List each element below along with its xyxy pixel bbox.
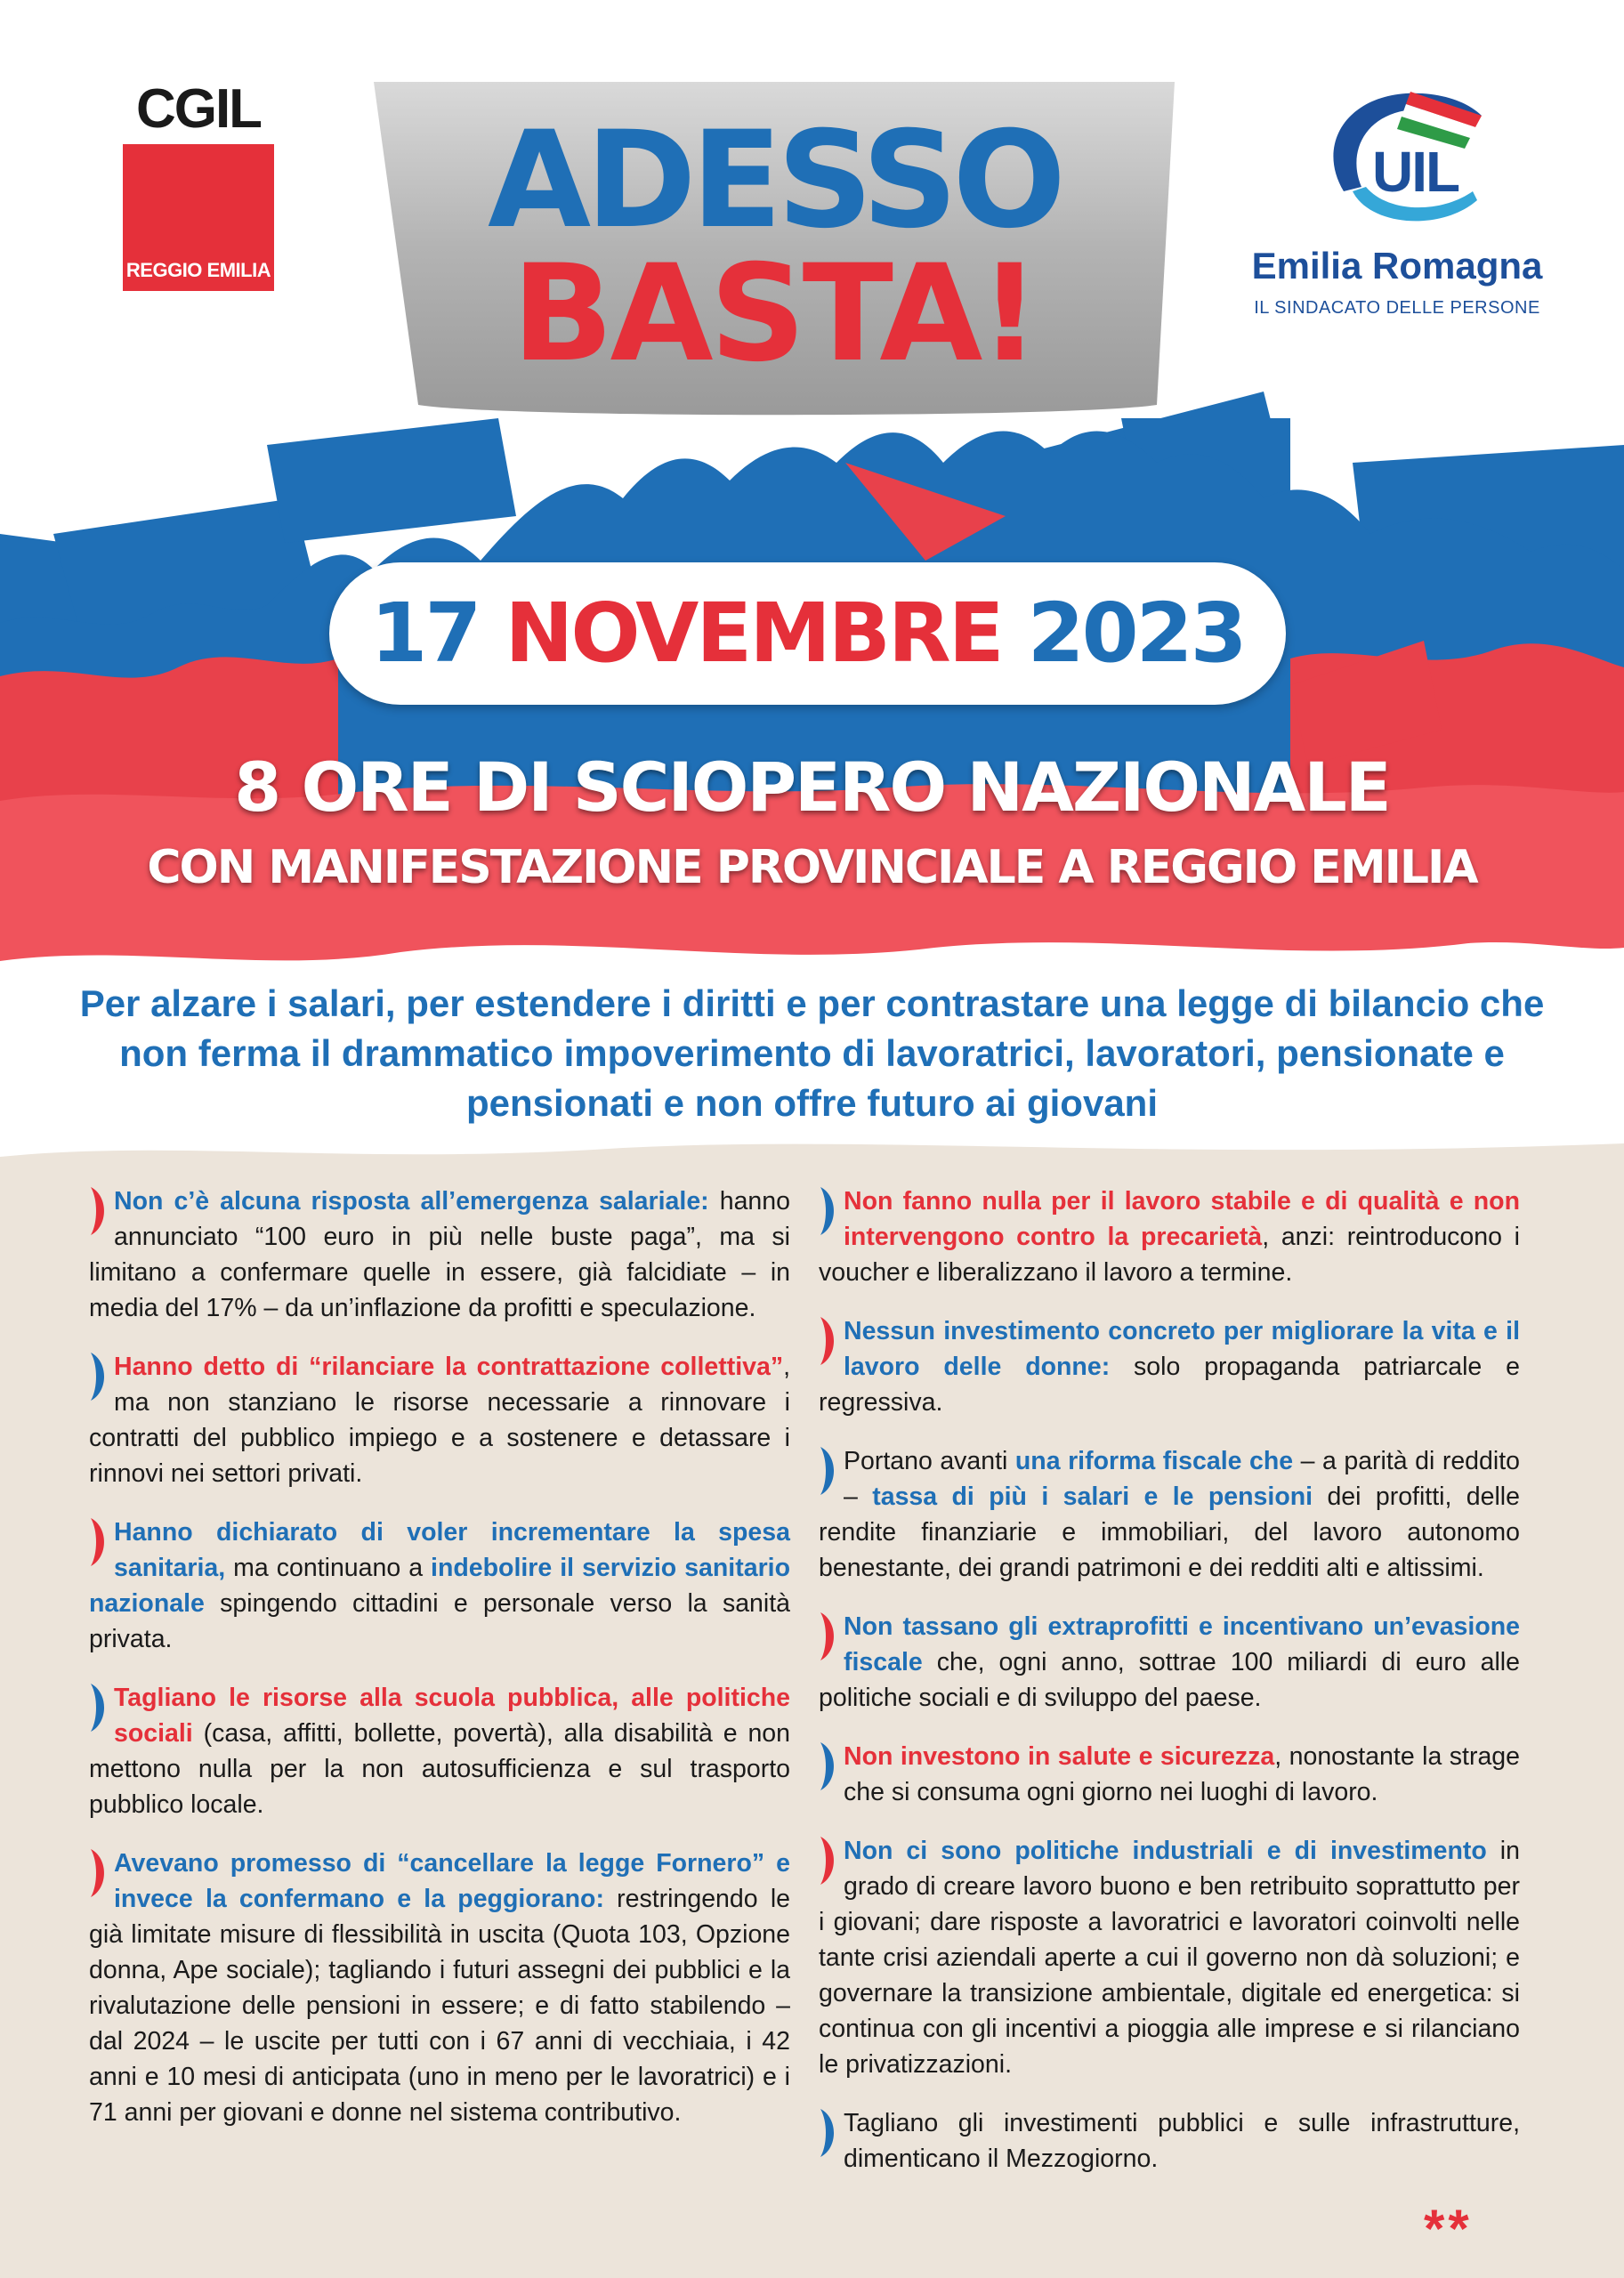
bullet-text-run: che, ogni anno, sottrae 100 miliardi di euro alle politiche sociali e di sviluppo del paese.: [819, 1648, 1520, 1712]
bullet-text-run: restringendo le già limitate misure di flessibilità in uscita (Quota 103, Opzione donna, Ape sociale); tagliando i futuri assegni dei pubblici e la rivalutazione delle pensioni in essere; e di fatto stabilendo – dal 2024 – le uscite per tutti con i 67 anni di vecchiaia, i 42 anni e 10 mesi di anticipata (uno in meno per le lavoratrici) e i 71 anni per giovani e donne nel sistema contributivo.: [89, 1885, 790, 2127]
right-column: [819, 1183, 1520, 2200]
date-pill: [329, 562, 1286, 705]
cgil-city: REGGIO EMILIA: [125, 259, 271, 281]
bullet-text-run: Portano avanti: [844, 1447, 1015, 1475]
cgil-logo: [123, 78, 274, 291]
uil-logo: [1228, 85, 1566, 329]
bullet-marker-icon: [89, 1353, 109, 1401]
bullet-text: [89, 1183, 790, 1326]
bullet-text-run: spingendo cittadini e personale verso la sanità privata.: [89, 1589, 790, 1653]
bullet-text-run: dei profitti, delle rendite finanziarie e immobiliari, del lavoro autonomo benestante, dei grandi patrimoni e dei redditi alti e altissimi.: [819, 1482, 1520, 1582]
bullet-item: [819, 1183, 1520, 1290]
bullet-item: [89, 1349, 790, 1491]
bullet-item: [819, 1833, 1520, 2082]
uil-mark-icon: [1308, 85, 1486, 236]
bullet-marker-icon: [819, 1837, 838, 1885]
left-column: [89, 1183, 790, 2153]
bullet-highlight: tassa di più i salari e le pensioni: [872, 1482, 1313, 1511]
bullet-text: [819, 1609, 1520, 1716]
date-year: 2023: [1027, 586, 1245, 681]
bullet-item: [89, 1680, 790, 1822]
uil-region: Emilia Romagna: [1251, 245, 1543, 287]
bullet-highlight: Non fanno nulla per il lavoro stabile e di qualità e non intervengono contro la precarietà: [844, 1187, 1520, 1251]
bullet-marker-icon: [89, 1849, 109, 1897]
title-line-2: BASTA!: [512, 237, 1037, 392]
date-month: NOVEMBRE: [505, 586, 1002, 681]
bullet-text: [819, 1739, 1520, 1810]
lead-paragraph: Per alzare i salari, per estendere i diritti e per contrastare una legge di bilancio che non ferma il drammatico impoverimento di lavoratrici, lavoratori, pensionate e pensionati e non offre futuro ai giovani: [79, 982, 1545, 1124]
bullet-marker-icon: [819, 1317, 838, 1365]
cgil-wordmark: CGIL: [135, 78, 262, 140]
date-text: [370, 586, 1244, 681]
bullet-item: [819, 1739, 1520, 1810]
bullet-text: [89, 1515, 790, 1657]
bullet-marker-icon: [89, 1684, 109, 1732]
cgil-red-square: [123, 144, 274, 291]
bullet-highlight: Non c’è alcuna risposta all’emergenza salariale:: [114, 1187, 709, 1216]
bullet-highlight: Hanno dichiarato di voler incrementare la spesa sanitaria,: [114, 1518, 790, 1582]
bullet-text-run: (casa, affitti, bollette, povertà), alla disabilità e non mettono nulla per la non autosufficienza e sul trasporto pubblico locale.: [89, 1719, 790, 1819]
bullet-item: [819, 1443, 1520, 1586]
bullet-text: [819, 1443, 1520, 1586]
bullet-marker-icon: [819, 1612, 838, 1660]
bullet-text-run: ma continuano a: [225, 1554, 432, 1582]
bullet-text: [819, 1183, 1520, 1290]
bullet-highlight: Non tassano gli extraprofitti e incentivano un’evasione fiscale: [844, 1612, 1520, 1676]
bullet-text-run: Tagliano gli investimenti pubblici e sulle infrastrutture, dimenticano il Mezzogiorno.: [844, 2109, 1520, 2173]
bullet-text: [89, 1680, 790, 1822]
bullet-text-run: solo propaganda patriarcale e regressiva.: [819, 1353, 1520, 1417]
bullet-marker-icon: [819, 1447, 838, 1495]
bullet-text: [89, 1846, 790, 2130]
bullet-text: [819, 2105, 1520, 2177]
bullet-item: [819, 1313, 1520, 1420]
strike-subheadline: CON MANIFESTAZIONE PROVINCIALE A REGGIO EMILIA: [147, 841, 1477, 894]
strike-headline: 8 ORE DI SCIOPERO NAZIONALE: [234, 747, 1390, 827]
bullet-text: [819, 1833, 1520, 2082]
bullet-highlight: Avevano promesso di “cancellare la legge Fornero” e invece la confermano e la peggiorano:: [114, 1849, 790, 1913]
bullet-text-run: – a parità di reddito –: [844, 1447, 1520, 1511]
bullet-highlight: Non ci sono politiche industriali e di investimento: [844, 1837, 1487, 1865]
uil-tagline: IL SINDACATO DELLE PERSONE: [1254, 298, 1540, 318]
bullet-marker-icon: [819, 2109, 838, 2157]
bullet-highlight: indebolire il servizio sanitario nazionale: [89, 1554, 790, 1618]
bullet-marker-icon: [89, 1518, 109, 1566]
bullet-highlight: Hanno detto di “rilanciare la contrattazione collettiva”: [114, 1353, 784, 1381]
bullet-highlight: Tagliano le risorse alla scuola pubblica, alle politiche sociali: [114, 1684, 790, 1748]
footer-mark: **: [1424, 2199, 1473, 2258]
uil-name: UIL: [1372, 140, 1459, 204]
date-day: 17: [370, 586, 480, 681]
bullet-item: [89, 1183, 790, 1326]
bullet-item: [819, 1609, 1520, 1716]
bullet-marker-icon: [819, 1187, 838, 1235]
bullet-text-run: , anzi: reintroducono i voucher e liberalizzano il lavoro a termine.: [819, 1223, 1520, 1287]
bullet-marker-icon: [89, 1187, 109, 1235]
bullet-marker-icon: [819, 1742, 838, 1790]
title-line-1: ADESSO: [488, 103, 1061, 258]
bullet-text-run: , nonostante la strage che si consuma ogni giorno nei luoghi di lavoro.: [844, 1742, 1521, 1806]
bullet-text: [89, 1349, 790, 1491]
title-banner: [374, 78, 1175, 416]
bullet-text-run: , ma non stanziano le risorse necessarie a rinnovare i contratti del pubblico impiego e a sostenere e detassare i rinnovi nei settori privati.: [89, 1353, 790, 1488]
bullet-text: [819, 1313, 1520, 1420]
bullet-item: [819, 2105, 1520, 2177]
bullet-highlight: Non investono in salute e sicurezza: [844, 1742, 1275, 1771]
bullet-highlight: Nessun investimento concreto per migliorare la vita e il lavoro delle donne:: [844, 1317, 1520, 1381]
bullet-text-run: in grado di creare lavoro buono e ben retribuito soprattutto per i giovani; dare risposte a lavoratrici e lavoratori coinvolti nelle tante crisi aziendali aperte a cui il governo non dà soluzioni; e governare la transizione ambientale, digitale ed energetica: si continua con gli incentivi a pioggia alle imprese e si rilanciano le privatizzazioni.: [819, 1837, 1520, 2079]
bullet-text-run: hanno annunciato “100 euro in più nelle buste paga”, ma si limitano a confermare quelle in essere, già falcidiate – in media del 17% – da un’inflazione da profitti e speculazione.: [89, 1187, 790, 1322]
bullet-highlight: una riforma fiscale che: [1014, 1447, 1294, 1475]
bullet-item: [89, 1515, 790, 1657]
bullet-item: [89, 1846, 790, 2130]
